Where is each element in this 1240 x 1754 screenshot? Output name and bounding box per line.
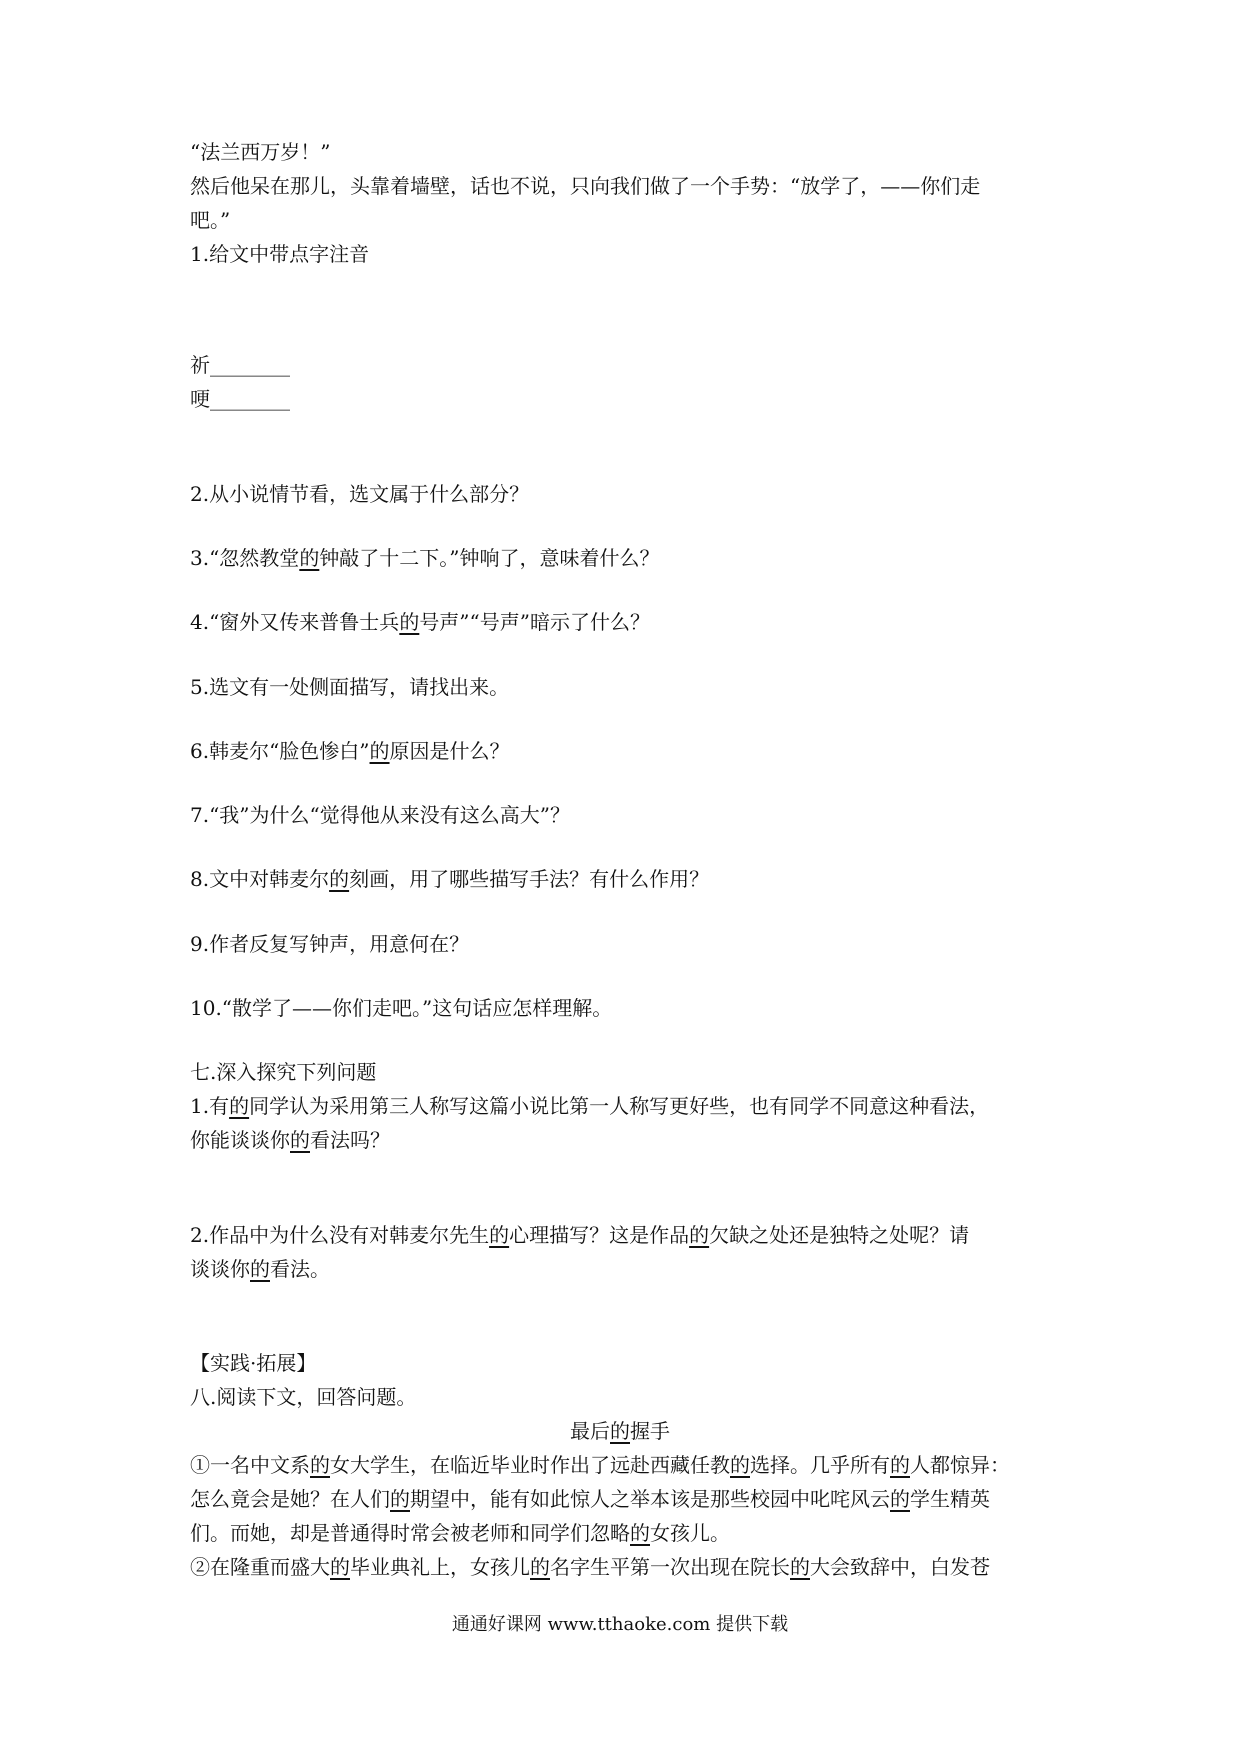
question-1-title: 1.给文中带点字注音 <box>190 242 370 266</box>
article-para-1-line-1: ①一名中文系的女大学生，在临近毕业时作出了远赴西藏任教的选择。几乎所有的人都惊异： <box>190 1453 1010 1477</box>
question-2: 2.从小说情节看，选文属于什么部分？ <box>190 482 530 506</box>
passage-line-3: 吧。” <box>190 208 231 232</box>
question-3: 3.“忽然教堂的钟敲了十二下。”钟响了，意味着什么？ <box>190 546 660 570</box>
article-title: 最后的握手 <box>570 1419 670 1443</box>
question-8: 8.文中对韩麦尔的刻画，用了哪些描写手法？有什么作用？ <box>190 867 710 891</box>
article-para-1-line-2: 怎么竟会是她？在人们的期望中，能有如此惊人之举本该是那些校园中叱咤风云的学生精英 <box>190 1487 990 1511</box>
question-7: 7.“我”为什么“觉得他从来没有这么高大”？ <box>190 803 570 827</box>
article-para-2-line-1: ②在隆重而盛大的毕业典礼上，女孩儿的名字生平第一次出现在院长的大会致辞中，白发苍 <box>190 1555 990 1579</box>
practice-heading: 【实践·拓展】 <box>190 1351 317 1375</box>
page-footer: 通通好课网 www.tthaoke.com 提供下载 <box>451 1614 789 1635</box>
question-1-blank-geng: 哽________ <box>190 387 290 411</box>
question-1-blank-qi: 祈________ <box>190 353 290 377</box>
passage-line-1: “法兰西万岁！” <box>190 140 331 164</box>
article-para-1-line-3: 们。而她，却是普通得时常会被老师和同学们忽略的女孩儿。 <box>190 1521 730 1545</box>
question-9: 9.作者反复写钟声，用意何在？ <box>190 932 470 956</box>
question-5: 5.选文有一处侧面描写，请找出来。 <box>190 675 510 699</box>
section-7-title: 七.深入探究下列问题 <box>190 1060 377 1084</box>
section-8-title: 八.阅读下文，回答问题。 <box>190 1385 417 1409</box>
passage-line-2: 然后他呆在那儿，头靠着墙壁，话也不说，只向我们做了一个手势：“放学了，——你们走 <box>190 174 981 198</box>
question-4: 4.“窗外又传来普鲁士兵的号声”“号声”暗示了什么？ <box>190 610 650 634</box>
section-7-question-1-line-2: 你能谈谈你的看法吗？ <box>190 1128 390 1152</box>
section-7-question-2: 2.作品中为什么没有对韩麦尔先生的心理描写？这是作品的欠缺之处还是独特之处呢？请 <box>190 1223 970 1247</box>
question-6: 6.韩麦尔“脸色惨白”的原因是什么？ <box>190 739 510 763</box>
section-7-question-1: 1.有的同学认为采用第三人称写这篇小说比第一人称写更好些，也有同学不同意这种看法， <box>190 1094 990 1118</box>
section-7-question-2-line-2: 谈谈你的看法。 <box>190 1257 330 1281</box>
question-10: 10.“散学了——你们走吧。”这句话应怎样理解。 <box>190 996 613 1020</box>
